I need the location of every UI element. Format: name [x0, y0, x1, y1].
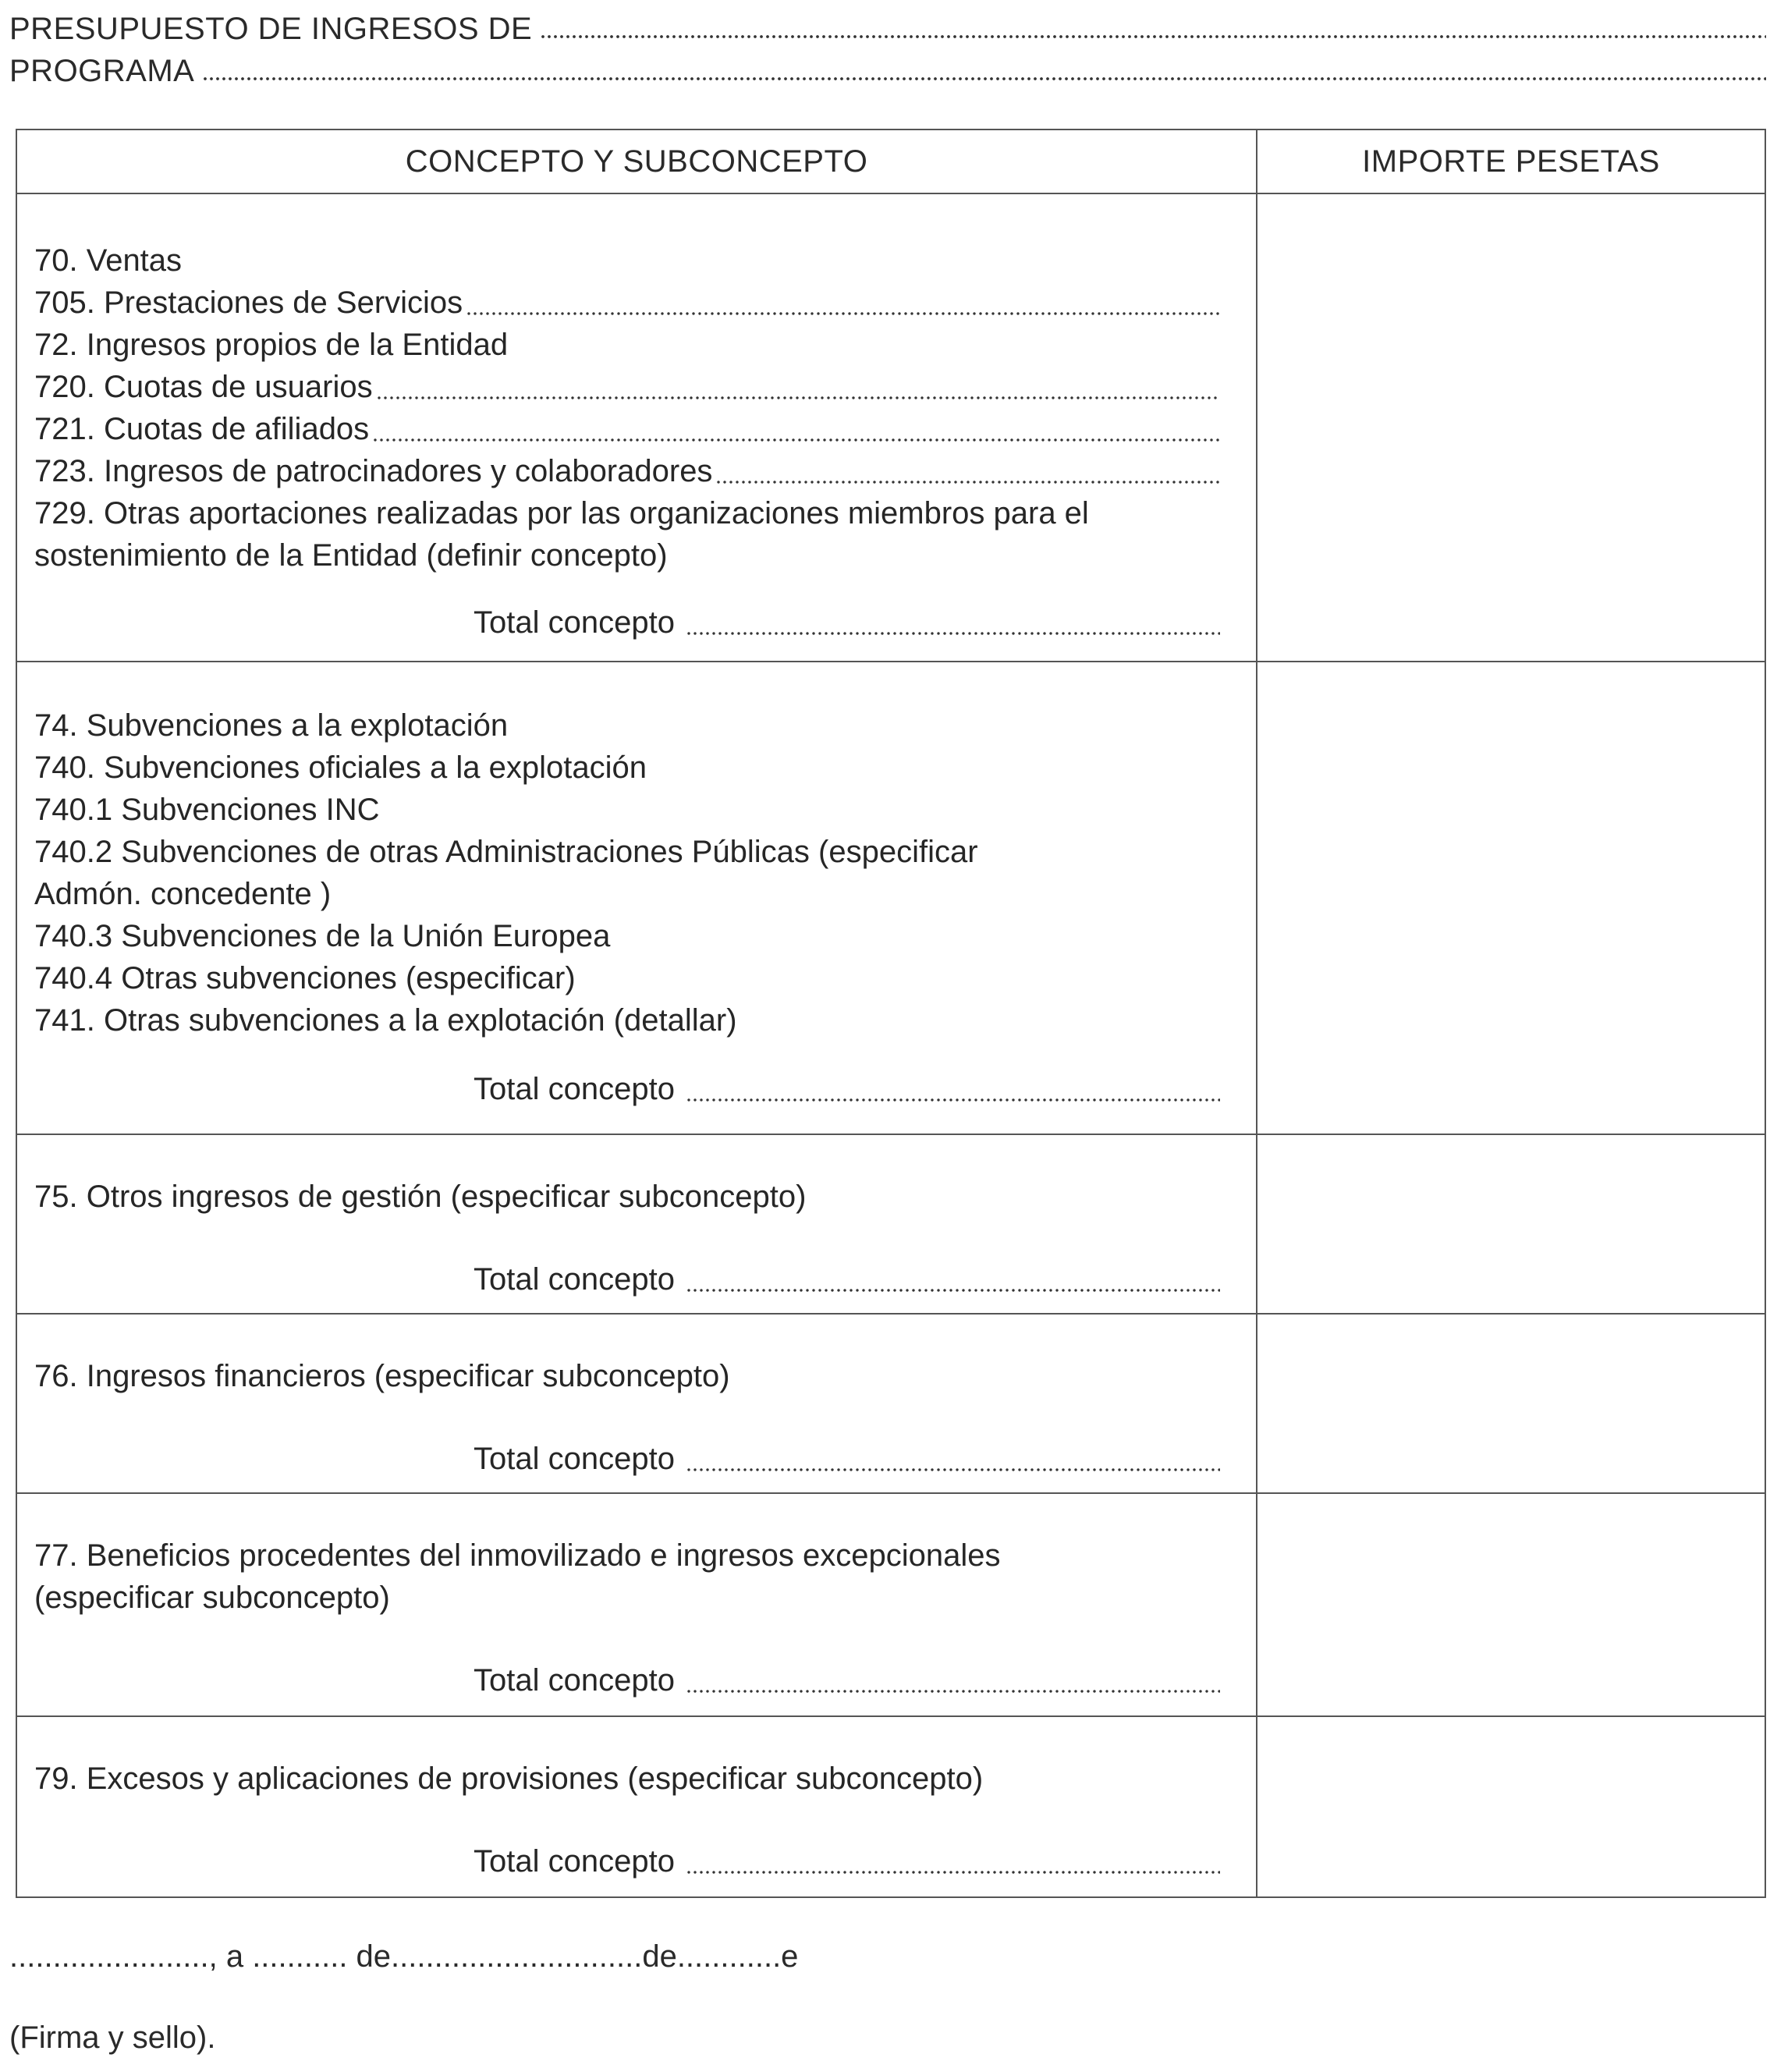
fill-in-dots — [715, 480, 1220, 484]
section-excesos-provisiones — [17, 1717, 1256, 1896]
amount-cell[interactable] — [1257, 1494, 1765, 1715]
concept-item-label: 721. Cuotas de afiliados — [34, 412, 370, 446]
total-concept-label: Total concepto — [474, 605, 675, 640]
concept-item: 729. Otras aportaciones realizadas por las organizaciones miembros para el — [34, 496, 1089, 530]
concept-item: sostenimiento de la Entidad (definir concepto) — [34, 538, 668, 573]
amount-cell[interactable] — [1257, 662, 1765, 1134]
fill-in-dots — [686, 631, 1220, 636]
concept-item: 76. Ingresos financieros (especificar subconcepto) — [34, 1359, 730, 1393]
section-ventas-ingresos-propios — [17, 194, 1256, 661]
concept-item: (especificar subconcepto) — [34, 1581, 390, 1615]
amount-cell[interactable] — [1257, 1315, 1765, 1492]
column-header-concept: CONCEPTO Y SUBCONCEPTO — [405, 144, 868, 179]
amount-cell[interactable] — [1257, 1717, 1765, 1896]
fill-in-dots — [202, 76, 1766, 81]
total-concept-label: Total concepto — [474, 1442, 675, 1476]
concept-item: 72. Ingresos propios de la Entidad — [34, 328, 509, 362]
fill-in-dots — [686, 1467, 1220, 1472]
signature-label: (Firma y sello). — [9, 2021, 216, 2055]
concept-item-label: 723. Ingresos de patrocinadores y colaboradores — [34, 454, 713, 488]
concept-item: 741. Otras subvenciones a la explotación (detallar) — [34, 1003, 737, 1038]
fill-in-dots — [376, 396, 1220, 400]
column-header-importe: IMPORTE PESETAS — [1362, 144, 1660, 179]
amount-cell[interactable] — [1257, 1135, 1765, 1313]
total-concept-label: Total concepto — [474, 1663, 675, 1698]
fill-in-dots — [686, 1288, 1220, 1293]
section-beneficios-inmovilizado — [17, 1494, 1256, 1715]
section-otros-ingresos-gestion — [17, 1135, 1256, 1313]
fill-in-dots — [686, 1689, 1220, 1694]
concept-item: 740. Subvenciones oficiales a la explotación — [34, 750, 647, 785]
concept-item — [34, 408, 1220, 450]
concept-item: 740.2 Subvenciones de otras Administraciones Públicas (especificar — [34, 835, 978, 869]
concept-item: Admón. concedente ) — [34, 877, 332, 911]
fill-in-dots — [466, 311, 1220, 316]
concept-item: 70. Ventas — [34, 243, 183, 278]
total-concept-line — [474, 1258, 1220, 1300]
concept-item — [34, 450, 1220, 492]
total-concept-line — [474, 1068, 1220, 1110]
concept-item: 74. Subvenciones a la explotación — [34, 708, 509, 743]
fill-in-dots — [686, 1098, 1220, 1102]
header-program-label: PROGRAMA — [9, 54, 195, 88]
concept-item — [34, 366, 1220, 408]
total-concept-label: Total concepto — [474, 1072, 675, 1106]
amount-cell[interactable] — [1257, 194, 1765, 661]
concept-item — [34, 282, 1220, 324]
concept-item: 77. Beneficios procedentes del inmovilizado e ingresos excepcionales — [34, 1538, 1001, 1573]
income-budget-table — [16, 129, 1766, 1898]
fill-in-dots — [540, 34, 1766, 39]
total-concept-label: Total concepto — [474, 1262, 675, 1297]
concept-item-label: 705. Prestaciones de Servicios — [34, 286, 463, 320]
total-concept-line — [474, 1438, 1220, 1480]
concept-item: 79. Excesos y aplicaciones de provisiones (especificar subconcepto) — [34, 1762, 984, 1796]
header-budget-line — [9, 0, 1766, 47]
concept-item-label: 720. Cuotas de usuarios — [34, 370, 373, 404]
total-concept-line — [474, 1659, 1220, 1701]
total-concept-line — [474, 601, 1220, 644]
place-date-line: ......................., a ........... de.............................de............e — [9, 1939, 799, 1974]
concept-item: 740.3 Subvenciones de la Unión Europea — [34, 919, 611, 953]
section-ingresos-financieros — [17, 1315, 1256, 1492]
header-program-line — [9, 42, 1766, 89]
header-budget-label: PRESUPUESTO DE INGRESOS DE — [9, 12, 533, 46]
fill-in-dots — [686, 1870, 1220, 1875]
total-concept-line — [474, 1840, 1220, 1882]
total-concept-label: Total concepto — [474, 1844, 675, 1879]
concept-item: 75. Otros ingresos de gestión (especificar subconcepto) — [34, 1180, 807, 1214]
section-subvenciones — [17, 662, 1256, 1134]
concept-item: 740.1 Subvenciones INC — [34, 793, 380, 827]
fill-in-dots — [372, 438, 1220, 442]
concept-item: 740.4 Otras subvenciones (especificar) — [34, 961, 576, 995]
